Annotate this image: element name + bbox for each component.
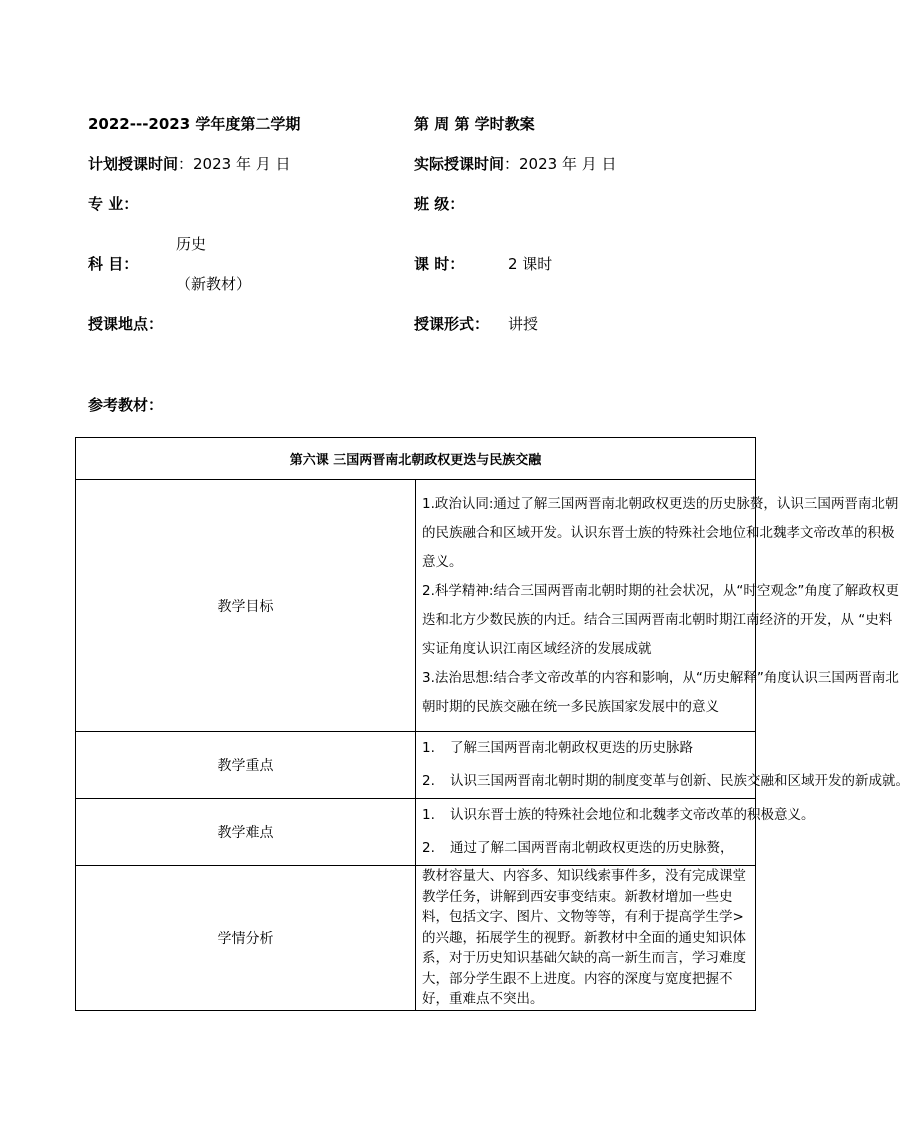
week-lesson-title: 第 周 第 学时教案 bbox=[414, 115, 535, 133]
table-title-row bbox=[76, 438, 756, 480]
list-number: 1. bbox=[422, 807, 435, 823]
goals-label: 教学目标 bbox=[76, 480, 416, 732]
list-number: 2. bbox=[422, 840, 435, 856]
goals-line: 3.法治思想:结合孝文帝改革的内容和影响，从“历史解释”角度认识三国两晋南北 bbox=[422, 669, 899, 686]
list-number: 1. bbox=[422, 740, 435, 756]
actual-time-label: 实际授课时间 bbox=[414, 155, 505, 173]
goals-line: 朝时期的民族交融在统一多民族国家发展中的意义 bbox=[422, 698, 719, 715]
list-item bbox=[422, 732, 753, 765]
goals-content bbox=[416, 480, 899, 732]
hours-label: 课 时： bbox=[414, 255, 465, 273]
goals-line: 的民族融合和区域开发。认识东晋士族的特殊社会地位和北魏孝文帝改革的积极 bbox=[422, 524, 895, 541]
key-points-label: 教学重点 bbox=[76, 732, 416, 799]
key-points-content bbox=[416, 732, 909, 799]
goals-line: 迭和北方少数民族的内迁。结合三国两晋南北朝时期江南经济的开发，从 “史料 bbox=[422, 611, 893, 628]
subject-value-line2: （新教材） bbox=[176, 275, 252, 293]
list-item bbox=[422, 765, 909, 798]
actual-time bbox=[414, 153, 617, 174]
hours-value: 2 课时 bbox=[508, 255, 553, 273]
semester-title: 2022---2023 学年度第二学期 bbox=[88, 115, 301, 133]
analysis-content: 教材容量大、内容多、知识线索事件多，没有完成课堂教学任务，讲解到西安事变结束。新教材增加一些史料，包括文字、图片、文物等等，有利于提高学生学>的兴趣，拓展学生的视野。新教材中全面的通史知识体系，对于历史知识基础欠缺的高一新生而言，学习难度大，部分学生跟不上进度。内容的深度与宽度把握不好，重难点不突出。 bbox=[416, 866, 756, 1011]
list-text: 认识东晋士族的特殊社会地位和北魏孝文帝改革的积极意义。 bbox=[450, 807, 815, 823]
goals-line: 1.政治认同:通过了解三国两晋南北朝政权更迭的历史脉赘，认识三国两晋南北朝 bbox=[422, 495, 899, 512]
textbook-label: 参考教材： bbox=[88, 396, 164, 414]
list-item bbox=[422, 799, 815, 832]
plan-time-label: 计划授课时间 bbox=[88, 155, 179, 173]
location-label: 授课地点： bbox=[88, 315, 164, 333]
plan-time bbox=[88, 153, 291, 174]
lesson-plan-table bbox=[75, 437, 909, 1011]
format-label: 授课形式： bbox=[414, 315, 490, 333]
list-text: 了解三国两晋南北朝政权更迭的历史脉路 bbox=[450, 740, 693, 756]
plan-time-value: ：2023 年 月 日 bbox=[178, 155, 291, 173]
difficult-points-content bbox=[416, 799, 815, 866]
class-label: 班 级： bbox=[414, 195, 465, 213]
list-item bbox=[422, 832, 753, 865]
difficult-points-label: 教学难点 bbox=[76, 799, 416, 866]
subject-value-line1: 历史 bbox=[176, 235, 207, 253]
analysis-label: 学情分析 bbox=[76, 866, 416, 1011]
actual-time-value: ：2023 年 月 日 bbox=[504, 155, 617, 173]
major-label: 专 业： bbox=[88, 195, 139, 213]
list-number: 2. bbox=[422, 773, 435, 789]
list-text: 认识三国两晋南北朝时期的制度变革与创新、民族交融和区域开发的新成就。 bbox=[450, 773, 909, 789]
key-points-row bbox=[76, 732, 756, 799]
analysis-row bbox=[76, 866, 756, 1011]
difficult-points-row bbox=[76, 799, 756, 866]
lesson-title: 第六课 三国两晋南北朝政权更迭与民族交融 bbox=[76, 438, 756, 480]
list-text: 通过了解二国两晋南北朝政权更迭的历史脉赘， bbox=[450, 840, 734, 856]
format-value: 讲授 bbox=[508, 315, 539, 333]
goals-row bbox=[76, 480, 756, 732]
goals-line: 意义。 bbox=[422, 553, 463, 570]
goals-line: 实证角度认识江南区域经济的发展成就 bbox=[422, 640, 652, 657]
subject-label: 科 目： bbox=[88, 255, 139, 273]
goals-line: 2.科学精神:结合三国两晋南北朝时期的社会状况，从“时空观念”角度了解政权更 bbox=[422, 582, 899, 599]
